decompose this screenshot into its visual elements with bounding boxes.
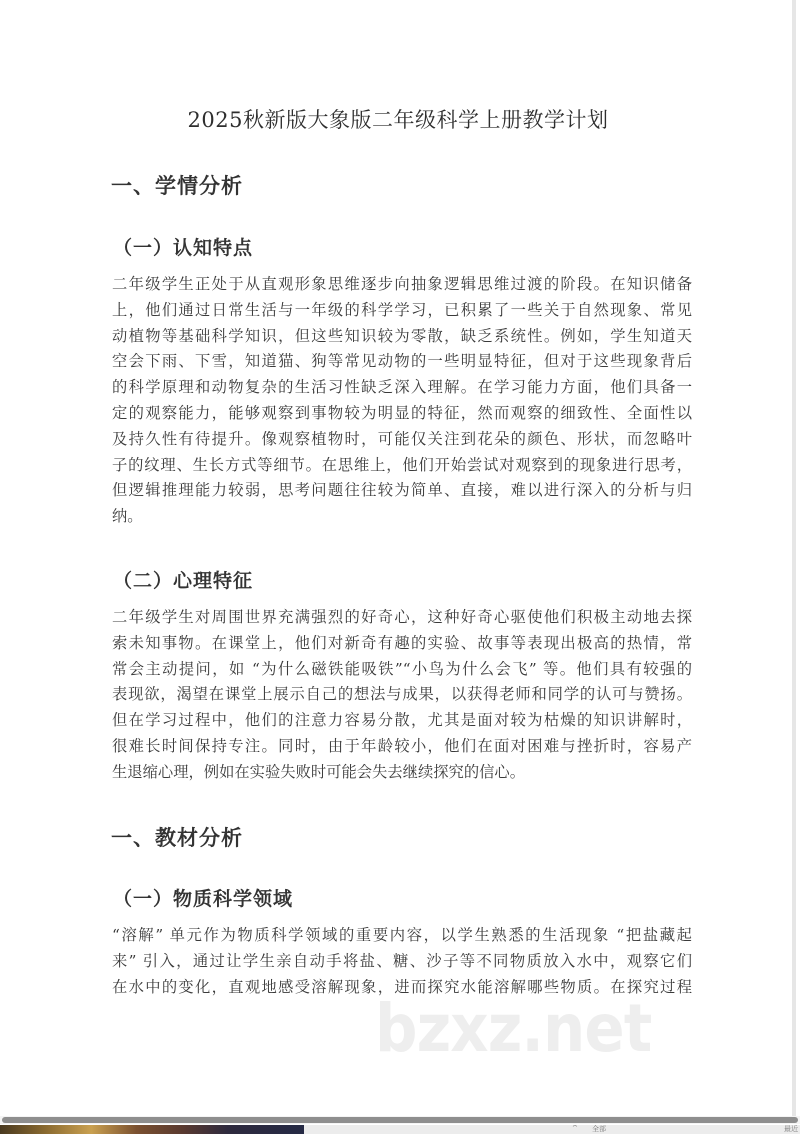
text-line: 的科学原理和动物复杂的生活习性缺乏深入理解。在学习能力方面，他们具备一 — [112, 378, 692, 397]
text-line: “溶解” 单元作为物质科学领域的重要内容，以学生熟悉的生活现象 “把盐藏起 — [112, 926, 692, 944]
taskbar-strip — [0, 1125, 800, 1134]
subsection-heading-psychological: （二）心理特征 — [113, 570, 254, 592]
text-line: 定的观察能力，能够观察到事物较为明显的特征，然而观察的细致性、全面性以 — [112, 403, 692, 422]
text-line: 上，他们通过日常生活与一年级的科学学习，已积累了一些关于自然现象、常见 — [112, 300, 692, 319]
taskbar-item[interactable]: 最近 — [784, 1125, 798, 1133]
text-line: 但逻辑推理能力较弱，思考问题往往较为简单、直接，难以进行深入的分析与归 — [112, 481, 692, 500]
text-line: 动植物等基础科学知识，但这些知识较为零散，缺乏系统性。例如，学生知道天 — [112, 326, 692, 345]
text-line: 生退缩心理，例如在实验失败时可能会失去继续探究的信心。 — [112, 762, 526, 781]
page-right-border — [792, 0, 796, 1116]
watermark: bzxz.net — [375, 990, 652, 1067]
text-line: 在水中的变化，直观地感受溶解现象，进而探究水能溶解哪些物质。在探究过程 — [112, 977, 692, 996]
paragraph-cognitive — [112, 272, 692, 530]
subsection-heading-material-science: （一）物质科学领域 — [113, 888, 294, 910]
text-line: 索未知事物。在课堂上，他们对新奇有趣的实验、故事等表现出极高的热情，常 — [112, 633, 692, 652]
text-line: 空会下雨、下雪，知道猫、狗等常见动物的一些明显特征，但对于这些现象背后 — [112, 352, 692, 371]
section-heading-textbook-analysis: 一、教材分析 — [111, 826, 243, 850]
scrollbar-thumb[interactable] — [2, 1117, 798, 1123]
text-line: 子的纹理、生长方式等细节。在思维上，他们开始尝试对观察到的现象进行思考， — [112, 455, 692, 474]
text-line: 常会主动提问，如 “为什么磁铁能吸铁”“小鸟为什么会飞” 等。他们具有较强的 — [112, 659, 692, 678]
text-line: 表现欲，渴望在课堂上展示自己的想法与成果，以获得老师和同学的认可与赞扬。 — [112, 685, 692, 704]
text-line: 二年级学生对周围世界充满强烈的好奇心，这种好奇心驱使他们积极主动地去探 — [112, 608, 692, 626]
text-line: 但在学习过程中，他们的注意力容易分散，尤其是面对较为枯燥的知识讲解时， — [112, 711, 692, 730]
text-line: 来” 引入，通过让学生亲自动手将盐、糖、沙子等不同物质放入水中，观察它们 — [112, 951, 692, 970]
caret-up-icon[interactable]: ^ — [572, 1125, 578, 1132]
subsection-heading-cognitive: （一）认知特点 — [113, 237, 254, 259]
paragraph-psychological — [112, 605, 692, 786]
thumbnail-image — [0, 1125, 304, 1134]
text-line: 纳。 — [112, 507, 143, 526]
section-heading-student-analysis: 一、学情分析 — [111, 174, 243, 198]
text-line: 二年级学生正处于从直观形象思维逐步向抽象逻辑思维过渡的阶段。在知识储备 — [112, 275, 692, 293]
paragraph-material-science — [112, 923, 692, 1000]
horizontal-scrollbar[interactable] — [0, 1116, 800, 1124]
text-line: 及持久性有待提升。像观察植物时，可能仅关注到花朵的颜色、形状，而忽略叶 — [112, 429, 692, 448]
taskbar-item[interactable]: 全部 — [592, 1125, 606, 1133]
document-title: 2025秋新版大象版二年级科学上册教学计划 — [187, 108, 609, 132]
text-line: 很难长时间保持专注。同时，由于年龄较小，他们在面对困难与挫折时，容易产 — [112, 736, 692, 755]
